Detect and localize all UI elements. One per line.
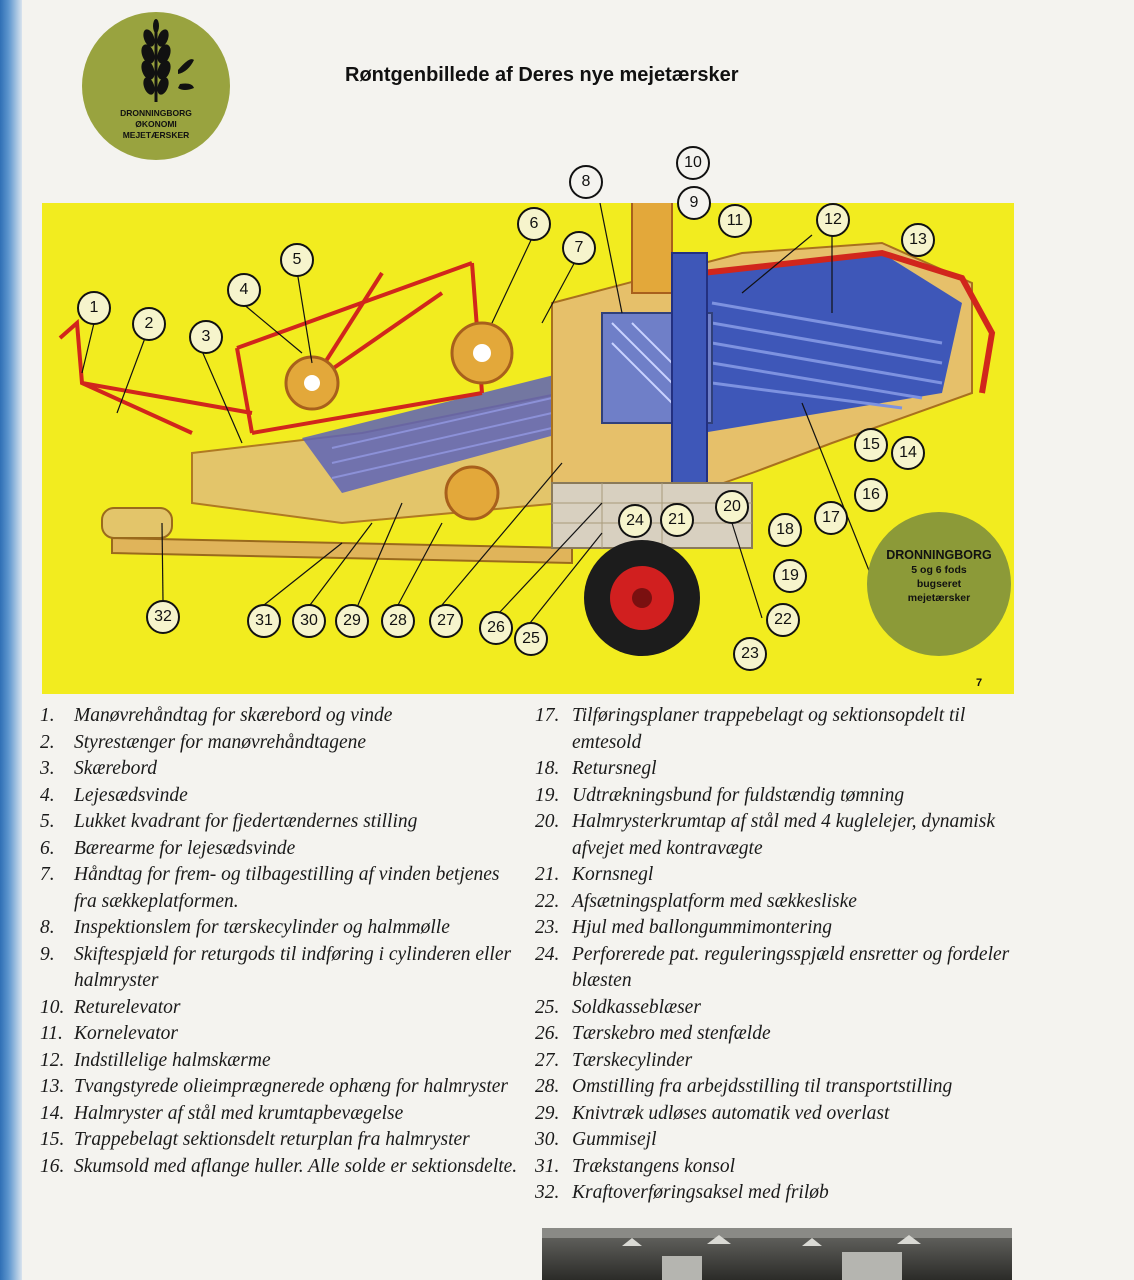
callout-29: 29 [335, 604, 369, 638]
callout-16: 16 [854, 478, 888, 512]
callout-17: 17 [814, 501, 848, 535]
legend-item: 27. Tærskecylinder [535, 1049, 693, 1071]
logo-line-2: ØKONOMI [135, 119, 177, 129]
callout-24: 24 [618, 504, 652, 538]
legend-item: 21. Kornsnegl [535, 864, 654, 885]
callout-4: 4 [227, 273, 261, 307]
callout-19: 19 [773, 559, 807, 593]
legend-item: 7. Håndtag for frem- og tilbagestilling af vinden betjenes fra sækkeplatformen. [40, 864, 500, 912]
legend-item: 18. Retursnegl [535, 758, 657, 779]
legend-item: 15. Trappebelagt sektionsdelt returplan fra halmryster [40, 1129, 470, 1150]
legend-item: 20. Halmrysterkrumtap af stål med 4 kuglelejer, dynamisk afvejet med kontravægte [535, 811, 995, 859]
callout-5: 5 [280, 243, 314, 277]
legend-item: 23. Hjul med ballongummimontering [535, 917, 832, 938]
legend-item: 10. Returelevator [40, 996, 181, 1018]
callout-1: 1 [77, 291, 111, 325]
model-badge [867, 512, 1011, 656]
legend-item: 8. Inspektionslem for tærskecylinder og halmmølle [40, 917, 450, 938]
callout-8: 8 [569, 165, 603, 199]
legend-item: 16. Skumsold med aflange huller. Alle solde er sektionsdelte. [40, 1155, 518, 1177]
combine-cutaway-figure [42, 154, 1014, 694]
legend-item: 17. Tilføringsplaner trappebelagt og sektionsopdelt til emtesold [535, 705, 966, 753]
legend-item: 26. Tærskebro med stenfælde [535, 1023, 771, 1044]
callout-6: 6 [517, 207, 551, 241]
factory-photo [542, 1228, 1012, 1280]
callout-22: 22 [766, 603, 800, 637]
dronningborg-logo [82, 12, 230, 160]
callout-18: 18 [768, 513, 802, 547]
legend-item: 12. Indstillelige halmskærme [40, 1049, 271, 1071]
legend-item: 9. Skiftespjæld for returgods til indføring i cylinderen eller halmryster [40, 943, 512, 991]
legend-item: 32. Kraftoverføringsaksel med friløb [535, 1182, 829, 1203]
callout-13: 13 [901, 223, 935, 257]
badge-line-4: mejetærsker [907, 592, 971, 604]
logo-line-1: DRONNINGBORG [120, 108, 192, 118]
callout-11: 11 [718, 204, 752, 238]
legend-item: 5. Lukket kvadrant for fjedertændernes stilling [40, 811, 418, 832]
legend-item: 30. Gummisejl [535, 1129, 657, 1150]
page-edge-binding [0, 0, 22, 1280]
legend-item: 1. Manøvrehåndtag for skærebord og vinde [40, 705, 393, 726]
callout-9: 9 [677, 186, 711, 220]
legend-item: 6. Bærearme for lejesædsvinde [40, 837, 296, 859]
legend-item: 2. Styrestænger for manøvrehåndtagene [40, 731, 367, 753]
callout-25: 25 [514, 622, 548, 656]
page-title: Røntgenbillede af Deres nye mejetærsker [345, 64, 739, 86]
callout-7: 7 [562, 231, 596, 265]
legend-item: 19. Udtrækningsbund for fuldstændig tømning [535, 784, 905, 806]
callout-15: 15 [854, 428, 888, 462]
legend-item: 29. Knivtræk udløses automatik ved overlast [535, 1102, 890, 1124]
callout-23: 23 [733, 637, 767, 671]
legend-item: 22. Afsætningsplatform med sækkesliske [535, 890, 857, 912]
callout-21: 21 [660, 503, 694, 537]
callout-2: 2 [132, 307, 166, 341]
callout-26: 26 [479, 611, 513, 645]
legend-item: 13. Tvangstyrede olieimprægnerede ophæng for halmryster [40, 1076, 509, 1097]
badge-line-1: DRONNINGBORG [886, 548, 992, 562]
callout-31: 31 [247, 604, 281, 638]
legend-item: 25. Soldkasseblæser [535, 996, 701, 1018]
callout-28: 28 [381, 604, 415, 638]
badge-line-3: bugseret [916, 578, 962, 590]
legend-item: 3. Skærebord [40, 758, 158, 779]
legend-item: 4. Lejesædsvinde [40, 784, 188, 806]
legend-item: 11. Kornelevator [40, 1023, 178, 1044]
legend-item: 28. Omstilling fra arbejdsstilling til transportstilling [535, 1076, 953, 1097]
page-number: 7 [976, 677, 983, 689]
legend-item: 24. Perforerede pat. reguleringsspjæld ensretter og fordeler blæsten [535, 943, 1010, 991]
callout-3: 3 [189, 320, 223, 354]
callout-10: 10 [676, 146, 710, 180]
legend-right-column [535, 703, 1035, 1207]
callout-12: 12 [816, 203, 850, 237]
callout-32: 32 [146, 600, 180, 634]
logo-line-3: MEJETÆRSKER [122, 130, 190, 140]
legend-item: 14. Halmryster af stål med krumtapbevægelse [40, 1102, 404, 1124]
callout-30: 30 [292, 604, 326, 638]
legend-left-column [40, 703, 526, 1180]
callout-14: 14 [891, 436, 925, 470]
badge-line-2: 5 og 6 fods [911, 564, 967, 576]
legend-item: 31. Trækstangens konsol [535, 1155, 736, 1177]
callout-27: 27 [429, 604, 463, 638]
callout-20: 20 [715, 490, 749, 524]
